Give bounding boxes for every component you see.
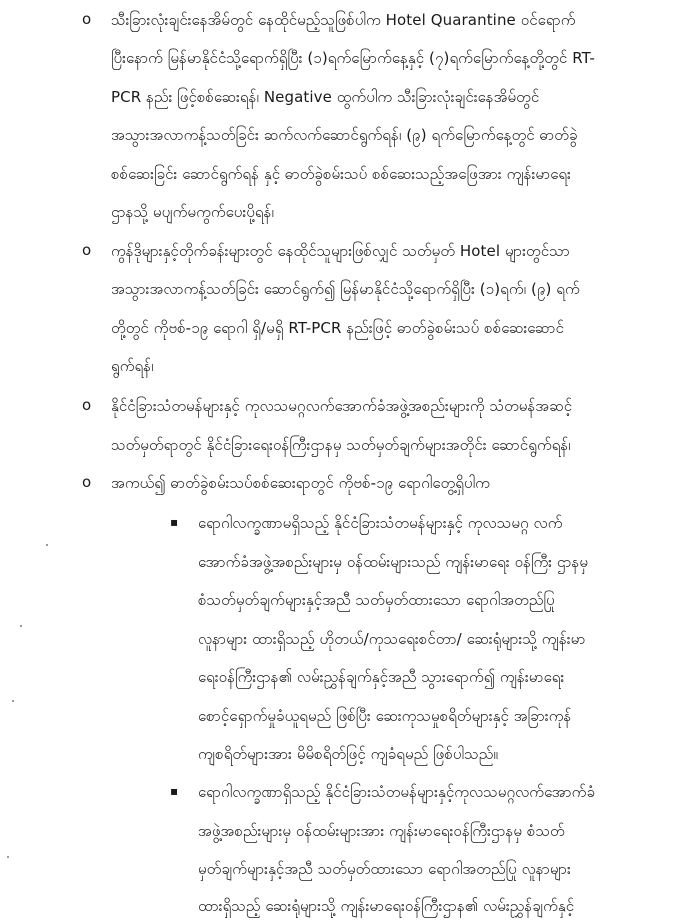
circle-bullet: o (82, 396, 92, 414)
scan-speck (20, 625, 22, 627)
paragraph-line: ရွက်ရန်၊ (111, 357, 154, 375)
paragraph-line: အသွားအလာကန့်သတ်ခြင်း ဆက်လက်ဆောင်ရွက်ရန်၊ (၉) ရက်မြောက်နေ့တွင် ဓာတ်ခွဲ (111, 126, 578, 144)
scan-speck (7, 856, 9, 858)
sub-item-line: စောင့်ရှောက်မှုခံယူရမည် ဖြစ်ပြီး ဆေးကုသမှုစရိတ်များနှင့် အခြားကုန် (198, 707, 572, 725)
sub-item-line: ရောဂါလက္ခဏာရှိသည့် နိုင်ငံခြားသံတမန်များနှင့်ကုလသမဂ္ဂလက်အောက်ခံ (198, 783, 595, 801)
sub-item-line: ထားရှိသည့် ဆေးရုံများသို့ ကျန်းမာရေးဝန်ကြီးဌာန၏ လမ်းညွှန်ချက်နှင့် (198, 897, 575, 915)
paragraph-line: PCR နည်း ဖြင့်စစ်ဆေးရန်၊ Negative ထွက်ပါက သီးခြားလုံးချင်းနေအိမ်တွင် (111, 88, 540, 106)
circle-bullet: o (82, 241, 92, 259)
sub-item-line: အဖွဲ့အစည်းများမှ ဝန်ထမ်းများအား ကျန်းမာရေးဝန်ကြီးဌာနမှ စံသတ် (198, 822, 565, 840)
circle-bullet: o (82, 473, 92, 491)
square-bullet: ▪ (170, 784, 179, 798)
paragraph-line: ကွန်ဒိုများနှင့်တိုက်ခန်းများတွင် နေထိုင်သူများဖြစ်လျှင် သတ်မှတ် Hotel များတွင်သာ (111, 242, 570, 260)
scan-speck (46, 544, 48, 546)
paragraph-line: အကယ်၍ ဓာတ်ခွဲစမ်းသပ်စစ်ဆေးရာတွင် ကိုဗစ်-၁၉ ရောဂါတွေ့ရှိပါက (111, 474, 490, 492)
circle-bullet: o (82, 10, 92, 28)
paragraph-line: ပြီးနောက် မြန်မာနိုင်ငံသို့ရောက်ရှိပြီး (၁)ရက်မြောက်နေ့နှင့် (၇)ရက်မြောက်နေ့တို့တွင် RT- (111, 49, 596, 67)
paragraph-line: အသွားအလာကန့်သတ်ခြင်း ဆောင်ရွက်၍ မြန်မာနိုင်ငံသို့ရောက်ရှိပြီး (၁)ရက်၊ (၉) ရက် (111, 280, 580, 298)
scan-speck (12, 700, 14, 702)
sub-item-line: အောက်ခံအဖွဲ့အစည်းများမှ ဝန်ထမ်းများသည် ကျန်းမာရေး ဝန်ကြီး ဌာနမှ (198, 553, 589, 571)
square-bullet: ▪ (170, 515, 179, 529)
paragraph-line: တို့တွင် ကိုဗစ်-၁၉ ရောဂါ ရှိ/မရှိ RT-PCR နည်းဖြင့် ဓာတ်ခွဲစမ်းသပ် စစ်ဆေးဆောင် (111, 319, 564, 337)
sub-item-line: စံသတ်မှတ်ချက်များနှင့်အညီ သတ်မှတ်ထားသော ရောဂါအတည်ပြု (198, 591, 555, 609)
paragraph-line: သတ်မှတ်ရာတွင် နိုင်ငံခြားရေးဝန်ကြီးဌာနမှ သတ်မှတ်ချက်များအတိုင်း ဆောင်ရွက်ရန်၊ (111, 436, 571, 454)
sub-item-line: ရောဂါလက္ခဏာမရှိသည့် နိုင်ငံခြားသံတမန်များနှင့် ကုလသမဂ္ဂ လက် (198, 514, 563, 532)
sub-item-line: မှတ်ချက်များနှင့်အညီ သတ်မှတ်ထားသော ရောဂါအတည်ပြု လူနာများ (198, 860, 571, 878)
sub-item-line: လူနာများ ထားရှိသည့် ဟိုတယ်/ကုသရေးစင်တာ/ ဆေးရုံများသို့ ကျန်းမာ (198, 630, 586, 648)
paragraph-line: ဌာနသို့ မပျက်မကွက်ပေးပို့ရန်၊ (111, 203, 274, 221)
paragraph-line: စစ်ဆေးခြင်း ဆောင်ရွက်ရန် နှင့် ဓာတ်ခွဲစမ်းသပ် စစ်ဆေးသည့်အဖြေအား ကျန်းမာရေး (111, 165, 571, 183)
paragraph-line: သီးခြားလုံးချင်းနေအိမ်တွင် နေထိုင်မည့်သူဖြစ်ပါက Hotel Quarantine ဝင်ရောက် (111, 11, 576, 29)
sub-item-line: ရေးဝန်ကြီးဌာန၏ လမ်းညွှန်ချက်နှင့်အညီ သွားရောက်၍ ကျန်းမာရေး (198, 668, 565, 686)
paragraph-line: နိုင်ငံခြားသံတမန်များနှင့် ကုလသမဂ္ဂလက်အောက်ခံအဖွဲ့အစည်းများကို သံတမန်အဆင့် (111, 397, 573, 415)
sub-item-line: ကျစရိတ်များအား မိမိစရိတ်ဖြင့် ကျခံရမည် ဖြစ်ပါသည်။ (198, 745, 498, 763)
